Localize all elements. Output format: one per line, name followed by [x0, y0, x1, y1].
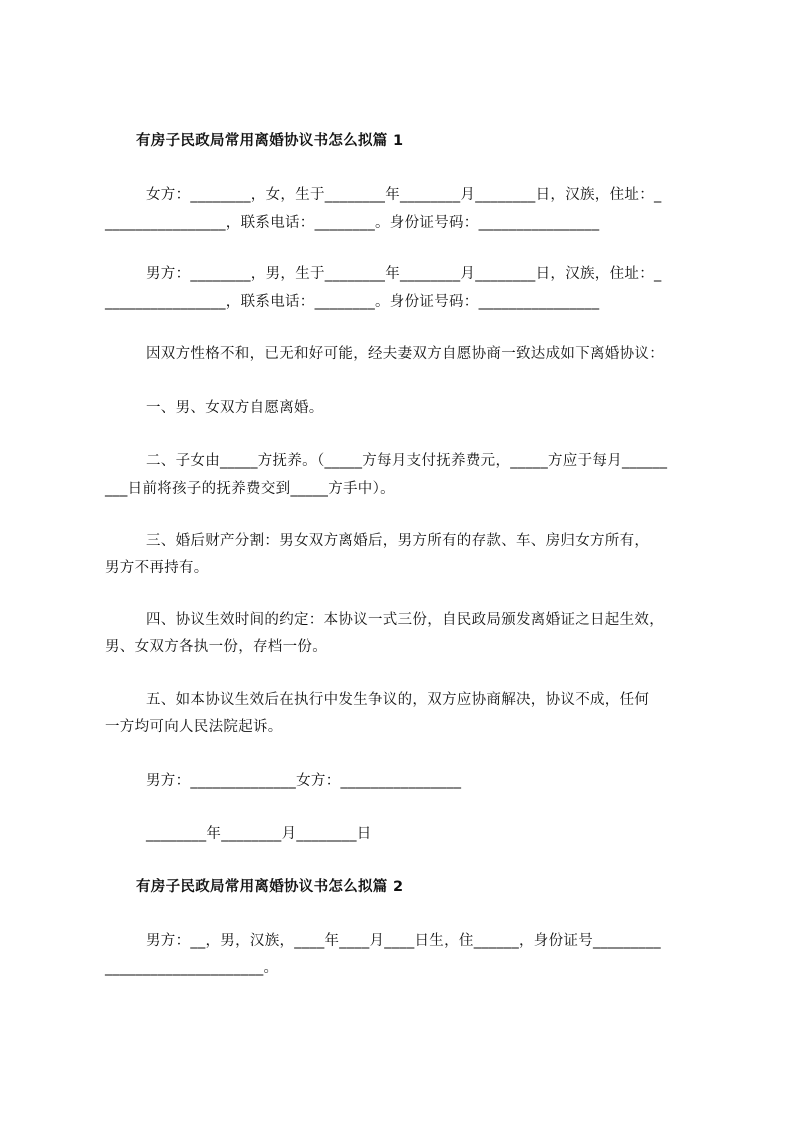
male-info-line-2: ________________，联系电话：________。身份证号码：________________: [105, 294, 600, 310]
clause-5-line-2: 一方均可向人民法院起诉。: [105, 719, 283, 735]
signature-line: 男方：______________女方：________________: [146, 773, 462, 789]
clause-4-line-2: 男、女双方各执一份，存档一份。: [105, 639, 327, 655]
male-info-2-line-1: 男方：__，男，汉族，____年____月____日生，住______，身份证号_________: [146, 933, 661, 949]
clause-3-line-1: 三、婚后财产分割：男女双方离婚后，男方所有的存款、车、房归女方所有，: [146, 533, 650, 549]
female-info-line-1: 女方：________，女，生于________年________月________日，汉族，住址：_: [146, 187, 662, 203]
clause-2-line-2: ___日前将孩子的抚养费交到_____方手中）。: [105, 481, 395, 497]
date-line: ________年________月________日: [146, 826, 372, 842]
clause-5-line-1: 五、如本协议生效后在执行中发生争议的，双方应协商解决，协议不成，任何: [146, 692, 650, 708]
clause-4-line-1: 四、协议生效时间的约定：本协议一式三份，自民政局颁发离婚证之日起生效，: [146, 612, 664, 628]
section-heading-2: 有房子民政局常用离婚协议书怎么拟篇 2: [136, 879, 404, 895]
clause-2-line-1: 二、子女由_____方抚养。（_____方每月支付抚养费元，_____方应于每月______: [146, 453, 668, 469]
section-heading-1: 有房子民政局常用离婚协议书怎么拟篇 1: [136, 133, 404, 149]
clause-3-line-2: 男方不再持有。: [105, 560, 209, 576]
female-info-line-2: ________________，联系电话：________。身份证号码：________________: [105, 215, 600, 231]
intro-paragraph: 因双方性格不和，已无和好可能，经夫妻双方自愿协商一致达成如下离婚协议：: [146, 346, 664, 362]
clause-1: 一、男、女双方自愿离婚。: [146, 400, 324, 416]
male-info-2-line-2: _____________________。: [105, 960, 279, 976]
male-info-line-1: 男方：________，男，生于________年________月________日，汉族，住址：_: [146, 266, 662, 282]
